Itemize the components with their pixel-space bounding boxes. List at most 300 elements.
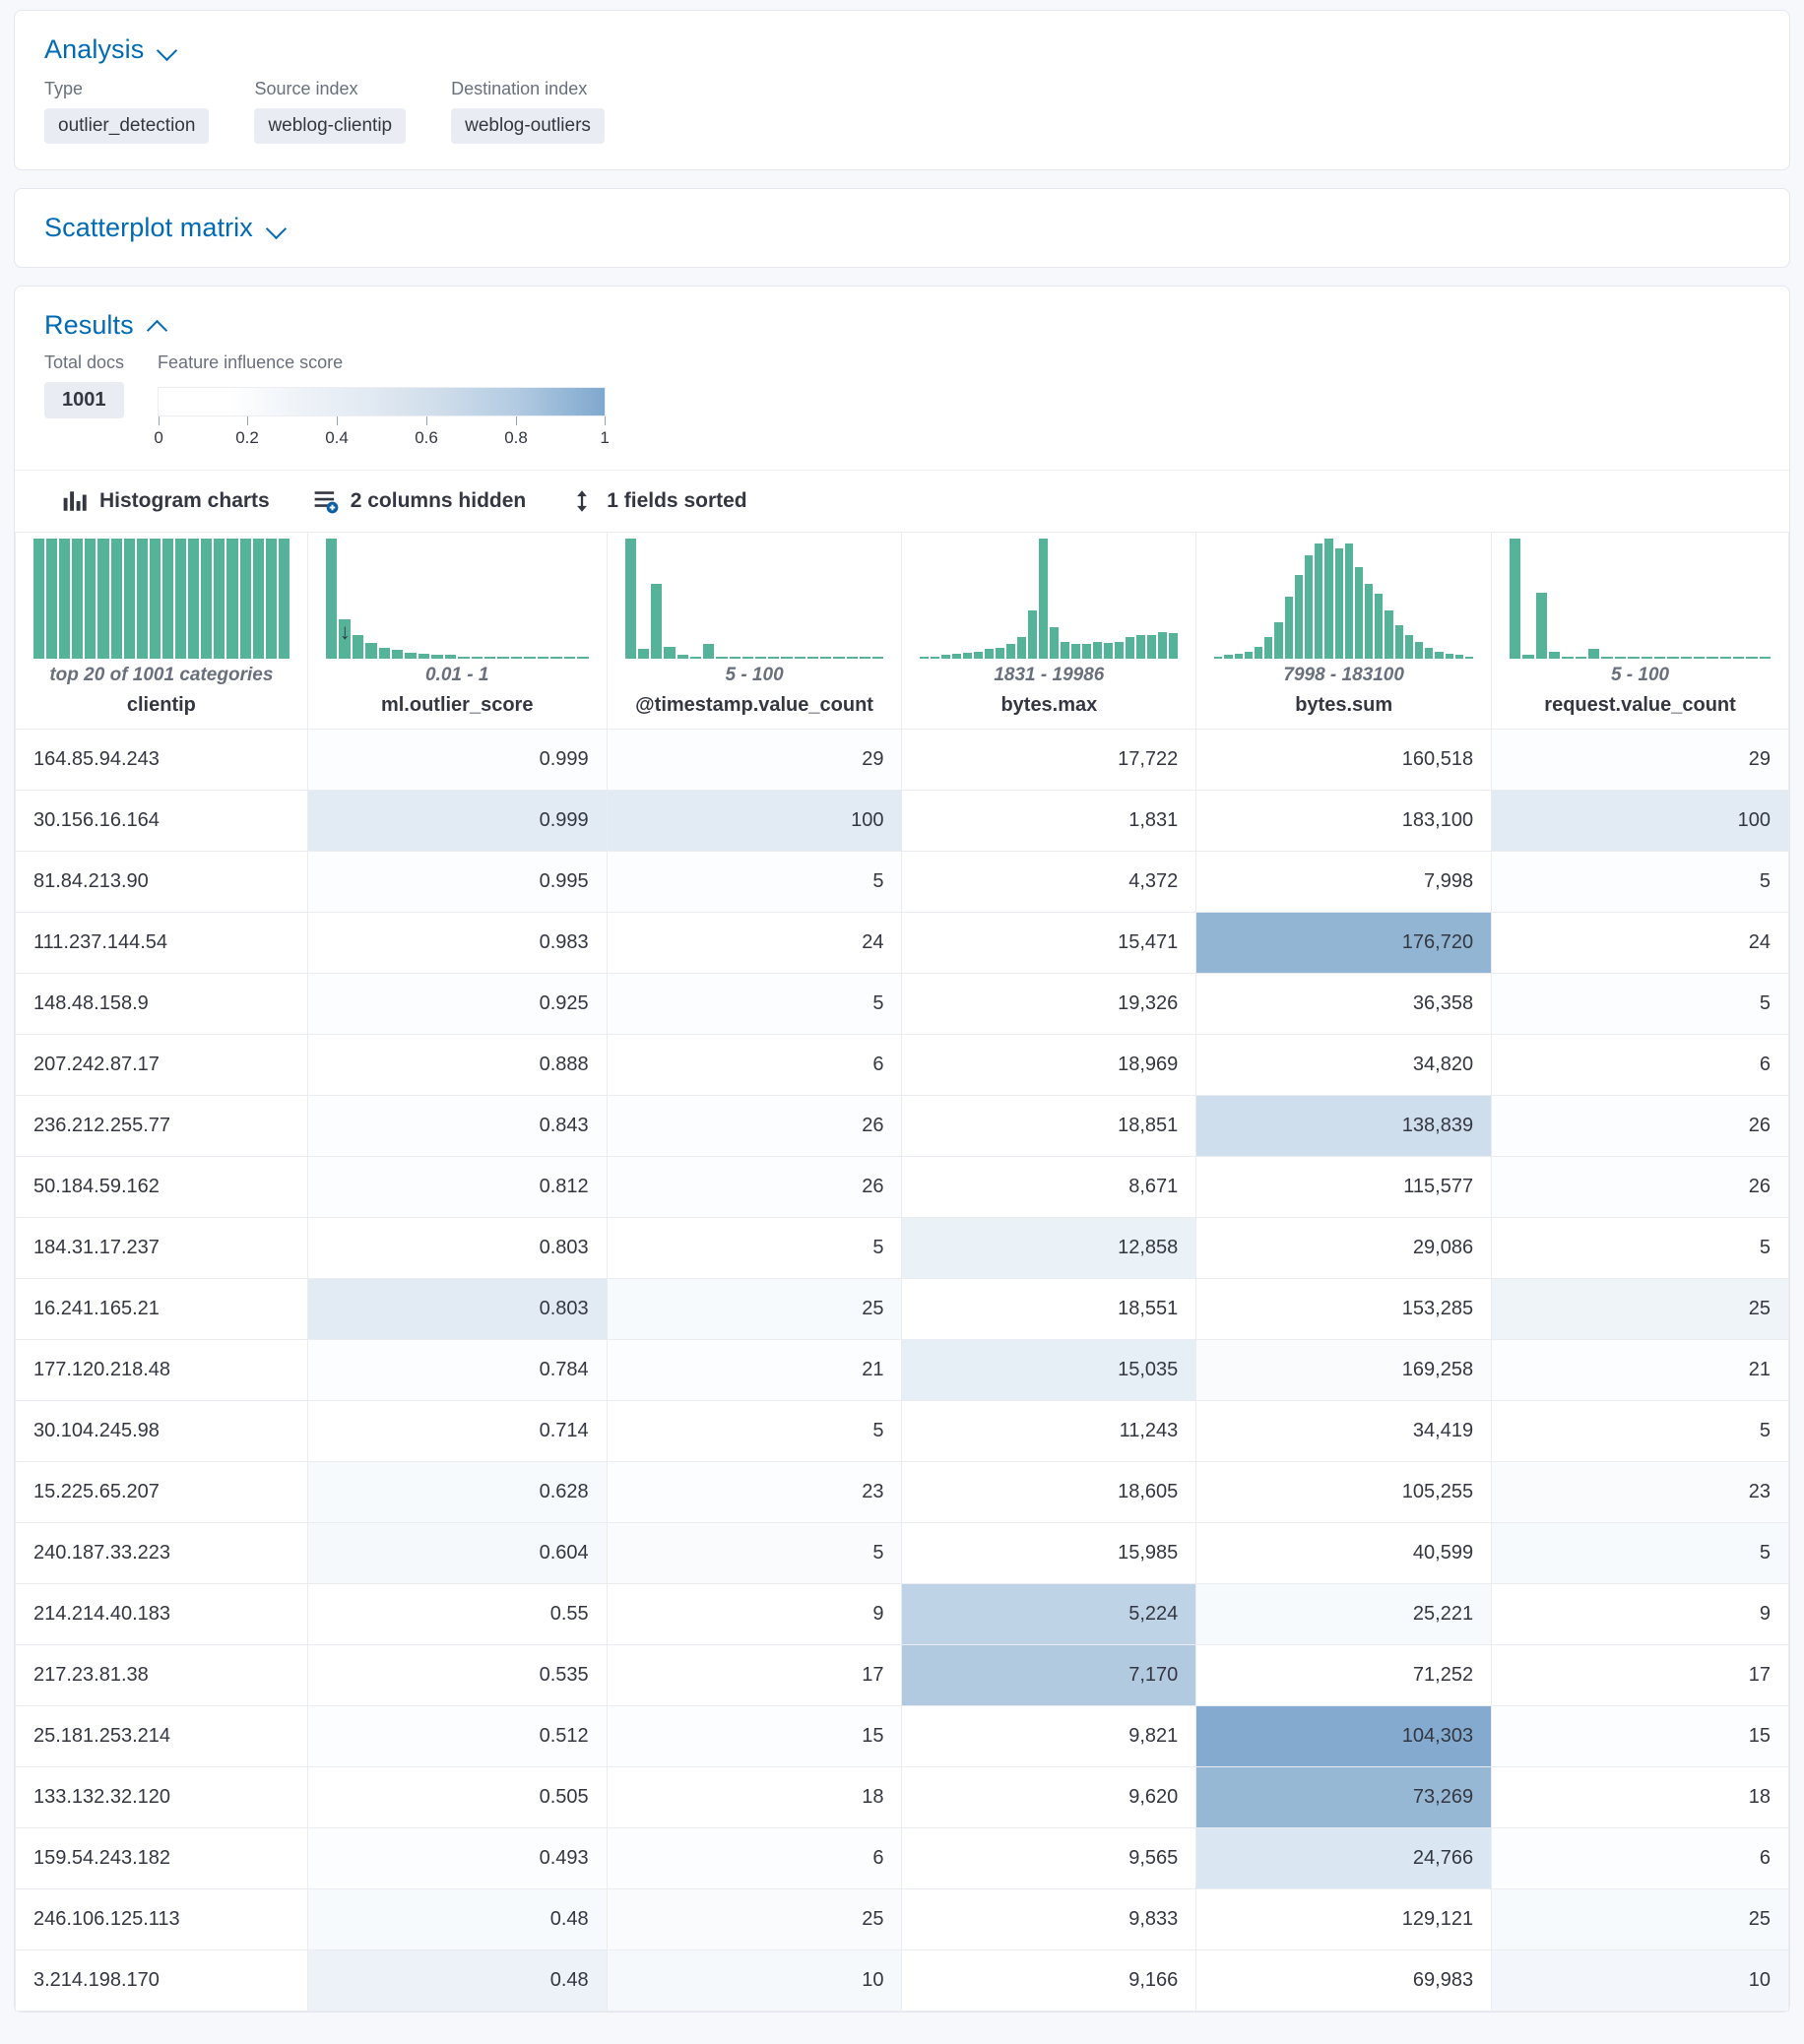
cell-value: 5 (872, 1542, 884, 1564)
cell-value: 0.535 (539, 1664, 589, 1686)
table-row[interactable] (16, 974, 1789, 1035)
histogram-bar (175, 539, 186, 659)
cell-value: 26 (1748, 1115, 1771, 1136)
cell-value: 15,471 (1118, 931, 1179, 953)
table-cell-ts_count (607, 1645, 902, 1706)
histogram-bar (996, 648, 1004, 659)
table-cell-req_count (1492, 1279, 1789, 1340)
table-cell-bytes_sum (1196, 1523, 1492, 1584)
table-cell-ts_count (607, 730, 902, 791)
chevron-up-icon[interactable] (148, 315, 169, 337)
cell-value: 5,224 (1128, 1603, 1179, 1625)
column-header-clientip[interactable] (16, 533, 308, 730)
columns-hidden-button[interactable] (313, 488, 527, 514)
cell-value: 100 (851, 809, 884, 831)
histogram-bar (1385, 610, 1392, 659)
table-cell-bytes_sum (1196, 1035, 1492, 1096)
table-cell-clientip (16, 1584, 308, 1645)
cell-value: 0.995 (539, 870, 589, 892)
histogram-bar (1028, 610, 1037, 659)
table-cell-ts_count (607, 1035, 902, 1096)
table-cell-score (307, 1218, 607, 1279)
table-cell-bytes_sum (1196, 1401, 1492, 1462)
table-cell-bytes_sum (1196, 974, 1492, 1035)
cell-value: 0.812 (539, 1176, 589, 1197)
table-cell-bytes_max (902, 1645, 1196, 1706)
results-table-header-row (16, 533, 1789, 730)
cell-value: 6 (872, 1847, 884, 1869)
column-header-bytes-sum[interactable] (1196, 533, 1492, 730)
histogram-bar (511, 657, 522, 659)
table-cell-clientip (16, 1157, 308, 1218)
sort-descending-icon: ↓ (339, 619, 351, 644)
table-cell-bytes_max (902, 1401, 1196, 1462)
table-row[interactable] (16, 1706, 1789, 1767)
column-header-request-value-count[interactable] (1492, 533, 1789, 730)
cell-value: 0.505 (539, 1786, 589, 1808)
table-cell-clientip (16, 730, 308, 791)
cell-value: 7,170 (1128, 1664, 1179, 1686)
histogram-bar (538, 657, 548, 659)
cell-value: 40,599 (1412, 1542, 1474, 1564)
fields-sorted-button[interactable] (569, 488, 746, 514)
histogram-bar (353, 635, 363, 659)
cell-value: 0.888 (539, 1054, 589, 1075)
histogram-bar (1345, 543, 1353, 659)
table-row[interactable] (16, 1584, 1789, 1645)
cell-value: 25.181.253.214 (33, 1725, 171, 1747)
table-row[interactable] (16, 1645, 1789, 1706)
column-header-outlier-score[interactable] (307, 533, 607, 730)
cell-value: 26 (1748, 1176, 1771, 1197)
cell-value: 17,722 (1118, 748, 1179, 770)
cell-value: 34,419 (1412, 1420, 1474, 1441)
table-cell-bytes_max (902, 1279, 1196, 1340)
results-table (15, 532, 1789, 2012)
histogram-bar (1435, 652, 1443, 659)
cell-value: 164.85.94.243 (33, 748, 160, 770)
cell-value: 207.242.87.17 (33, 1054, 160, 1075)
histogram-bar (33, 539, 44, 659)
feature-influence-legend-label: Feature influence score (158, 352, 344, 372)
table-cell-score (307, 1828, 607, 1889)
table-row[interactable] (16, 730, 1789, 791)
cell-value: 10 (862, 1969, 884, 1991)
table-cell-req_count (1492, 1218, 1789, 1279)
table-cell-score (307, 1096, 607, 1157)
column-name-outlier-score: ml.outlier_score (380, 694, 534, 716)
histogram-bar (1536, 593, 1547, 659)
table-cell-ts_count (607, 1584, 902, 1645)
histogram-bar (524, 657, 535, 659)
table-cell-score (307, 1462, 607, 1523)
table-row[interactable] (16, 1828, 1789, 1889)
table-cell-req_count (1492, 730, 1789, 791)
column-range-clientip: top 20 of 1001 categories (49, 665, 274, 685)
cell-value: 18 (1748, 1786, 1771, 1808)
histogram-bar (847, 657, 858, 659)
cell-value: 30.104.245.98 (33, 1420, 160, 1441)
column-name-request-value-count: request.value_count (1544, 694, 1736, 716)
table-row[interactable] (16, 1950, 1789, 2012)
table-cell-score (307, 1279, 607, 1340)
cell-value: 23 (862, 1481, 884, 1502)
cell-value: 50.184.59.162 (33, 1176, 160, 1197)
table-cell-bytes_max (902, 1096, 1196, 1157)
table-row[interactable] (16, 1035, 1789, 1096)
table-cell-clientip (16, 1645, 308, 1706)
cell-value: 10 (1748, 1969, 1771, 1991)
histogram-bar (1285, 597, 1293, 659)
cell-value: 9,620 (1128, 1786, 1179, 1808)
scatterplot-matrix-header[interactable] (15, 189, 1789, 267)
total-docs-label: Total docs (44, 352, 125, 372)
sort-icon (569, 488, 595, 514)
histogram-bar (1147, 635, 1156, 659)
histogram-bar (638, 649, 649, 659)
histogram-charts-label: Histogram charts (99, 489, 270, 512)
results-title[interactable]: Results (44, 310, 134, 340)
table-cell-clientip (16, 1096, 308, 1157)
cell-value: 217.23.81.38 (33, 1664, 149, 1686)
histogram-bar (1264, 637, 1272, 659)
histogram-bar (1654, 657, 1665, 659)
analysis-field-source-index-label: Source index (254, 79, 358, 98)
table-cell-clientip (16, 1218, 308, 1279)
histogram-bar (920, 657, 929, 659)
table-cell-req_count (1492, 1767, 1789, 1828)
table-cell-ts_count (607, 974, 902, 1035)
table-cell-clientip (16, 1828, 308, 1889)
histogram-bar (1136, 635, 1145, 659)
histogram-bar (472, 657, 483, 659)
table-row[interactable] (16, 852, 1789, 913)
table-cell-ts_count (607, 791, 902, 852)
histogram-bar (1455, 655, 1463, 659)
table-row[interactable] (16, 1889, 1789, 1950)
table-row[interactable] (16, 1218, 1789, 1279)
table-row[interactable] (16, 1401, 1789, 1462)
analysis-panel (14, 10, 1790, 170)
table-cell-ts_count (607, 1401, 902, 1462)
table-cell-score (307, 1401, 607, 1462)
cell-value: 148.48.158.9 (33, 992, 149, 1014)
cell-value: 29 (1748, 748, 1771, 770)
cell-value: 5 (1759, 1237, 1771, 1258)
cell-value: 177.120.218.48 (33, 1359, 171, 1380)
table-cell-ts_count (607, 1523, 902, 1584)
table-cell-req_count (1492, 1584, 1789, 1645)
table-cell-clientip (16, 852, 308, 913)
table-cell-bytes_max (902, 1218, 1196, 1279)
table-cell-bytes_sum (1196, 791, 1492, 852)
cell-value: 11,243 (1119, 1420, 1179, 1441)
cell-value: 34,820 (1412, 1054, 1474, 1075)
table-cell-score (307, 730, 607, 791)
results-table-body (16, 730, 1789, 2012)
table-cell-bytes_sum (1196, 913, 1492, 974)
column-histogram-bytes-max (920, 533, 1178, 659)
cell-value: 0.999 (539, 748, 589, 770)
table-cell-bytes_max (902, 1340, 1196, 1401)
cell-value: 0.55 (549, 1603, 589, 1625)
table-cell-bytes_sum (1196, 1645, 1492, 1706)
cell-value: 26 (862, 1115, 884, 1136)
table-row[interactable] (16, 1279, 1789, 1340)
cell-value: 29 (862, 748, 884, 770)
chevron-down-icon[interactable] (267, 218, 289, 239)
table-cell-clientip (16, 1401, 308, 1462)
histogram-bar (124, 539, 135, 659)
cell-value: 25 (862, 1298, 884, 1319)
histogram-bar (445, 655, 456, 659)
cell-value: 21 (862, 1359, 884, 1380)
histogram-bar (974, 652, 983, 659)
histogram-bar (1365, 584, 1373, 659)
cell-value: 12,858 (1118, 1237, 1179, 1258)
table-cell-bytes_max (902, 1035, 1196, 1096)
table-cell-bytes_sum (1196, 1340, 1492, 1401)
column-name-bytes-sum: bytes.sum (1295, 694, 1393, 716)
table-cell-ts_count (607, 1889, 902, 1950)
table-cell-req_count (1492, 1889, 1789, 1950)
scatterplot-matrix-panel (14, 188, 1790, 268)
histogram-bar (1006, 644, 1015, 659)
histogram-bar (405, 653, 416, 659)
table-cell-score (307, 1767, 607, 1828)
histogram-bar (497, 657, 508, 659)
table-cell-bytes_sum (1196, 1096, 1492, 1157)
histogram-bar (1707, 657, 1717, 659)
histogram-bar (664, 647, 675, 659)
histogram-bar (484, 657, 495, 659)
table-cell-bytes_sum (1196, 1767, 1492, 1828)
legend-tick-4: 0.8 (504, 428, 528, 447)
table-cell-bytes_max (902, 1462, 1196, 1523)
table-cell-bytes_max (902, 1157, 1196, 1218)
cell-value: 5 (1759, 992, 1771, 1014)
analysis-field-type (44, 79, 209, 144)
cell-value: 23 (1748, 1481, 1771, 1502)
histogram-bar (1549, 652, 1560, 659)
cell-value: 25 (862, 1908, 884, 1930)
cell-value: 9,821 (1128, 1725, 1179, 1747)
histogram-bar (820, 657, 831, 659)
cell-value: 138,839 (1401, 1115, 1474, 1136)
scatterplot-matrix-title[interactable]: Scatterplot matrix (44, 213, 253, 242)
column-histogram-outlier-score (326, 533, 589, 659)
table-cell-bytes_sum (1196, 1218, 1492, 1279)
histogram-bar (279, 539, 290, 659)
histogram-bar (755, 657, 766, 659)
histogram-bar (419, 654, 429, 659)
histogram-bar (1305, 555, 1313, 659)
histogram-bar (1425, 648, 1433, 659)
table-row[interactable] (16, 1096, 1789, 1157)
column-range-timestamp-value-count: 5 - 100 (725, 665, 784, 685)
table-row[interactable] (16, 1340, 1789, 1401)
cell-value: 15.225.65.207 (33, 1481, 160, 1502)
column-name-timestamp-value-count: @timestamp.value_count (635, 694, 873, 716)
cell-value: 5 (1759, 1542, 1771, 1564)
histogram-bar (150, 539, 161, 659)
histogram-bar (379, 648, 390, 659)
table-cell-bytes_max (902, 1950, 1196, 2012)
histogram-bar (985, 649, 994, 659)
histogram-bar (1255, 647, 1262, 659)
cell-value: 104,303 (1401, 1725, 1474, 1747)
column-header-timestamp-value-count[interactable] (607, 533, 902, 730)
analysis-field-destination-index (451, 79, 605, 144)
histogram-bar (458, 657, 469, 659)
table-cell-clientip (16, 1706, 308, 1767)
feature-influence-legend-gradient (158, 387, 606, 416)
table-cell-clientip (16, 791, 308, 852)
cell-value: 81.84.213.90 (33, 870, 149, 892)
cell-value: 0.983 (539, 931, 589, 953)
analysis-field-source-index-value: weblog-clientip (254, 108, 406, 144)
analysis-field-destination-index-value: weblog-outliers (451, 108, 605, 144)
histogram-bar (1375, 594, 1383, 659)
histogram-bar (1588, 649, 1599, 659)
table-cell-ts_count (607, 1157, 902, 1218)
histogram-bar (931, 657, 939, 659)
histogram-bar (1274, 622, 1282, 659)
cell-value: 5 (872, 992, 884, 1014)
table-row[interactable] (16, 1523, 1789, 1584)
column-header-bytes-max[interactable] (902, 533, 1196, 730)
histogram-bar (963, 653, 972, 659)
total-docs (44, 352, 124, 418)
table-row[interactable] (16, 913, 1789, 974)
table-cell-clientip (16, 913, 308, 974)
histogram-bar (253, 539, 264, 659)
histogram-bar (1214, 657, 1222, 659)
table-cell-req_count (1492, 1950, 1789, 2012)
table-row[interactable] (16, 791, 1789, 852)
histogram-bar (1681, 657, 1692, 659)
column-name-clientip: clientip (126, 694, 196, 716)
table-cell-req_count (1492, 913, 1789, 974)
cell-value: 0.999 (539, 809, 589, 831)
histogram-bar (240, 539, 251, 659)
feature-influence-legend-ticks (154, 416, 610, 450)
cell-value: 18,969 (1118, 1054, 1179, 1075)
table-cell-req_count (1492, 1035, 1789, 1096)
cell-value: 184.31.17.237 (33, 1237, 160, 1258)
analysis-title[interactable]: Analysis (44, 34, 145, 64)
cell-value: 25 (1748, 1908, 1771, 1930)
table-row[interactable] (16, 1157, 1789, 1218)
table-cell-score (307, 1157, 607, 1218)
cell-value: 0.803 (539, 1298, 589, 1319)
analysis-meta (15, 69, 1789, 169)
table-cell-bytes_sum (1196, 1279, 1492, 1340)
histogram-bar (1315, 543, 1322, 659)
histogram-bar (1415, 642, 1423, 659)
table-cell-bytes_sum (1196, 1706, 1492, 1767)
histogram-bar (1720, 657, 1731, 659)
results-header[interactable] (15, 287, 1789, 345)
histogram-bar (59, 539, 70, 659)
table-cell-req_count (1492, 852, 1789, 913)
cell-value: 71,252 (1412, 1664, 1474, 1686)
cell-value: 24 (1748, 931, 1771, 953)
histogram-bar (1628, 657, 1639, 659)
histogram-bar (1667, 657, 1678, 659)
histogram-charts-button[interactable] (62, 488, 270, 514)
legend-tick-3: 0.6 (415, 428, 438, 447)
cell-value: 18,605 (1118, 1481, 1179, 1502)
histogram-bar (1093, 642, 1102, 659)
table-cell-clientip (16, 1340, 308, 1401)
table-cell-bytes_max (902, 852, 1196, 913)
legend-tick-0: 0 (154, 428, 163, 447)
cell-value: 240.187.33.223 (33, 1542, 171, 1564)
fields-sorted-label: 1 fields sorted (607, 489, 747, 512)
histogram-bar (1158, 632, 1167, 659)
histogram-bar (1465, 657, 1473, 659)
results-panel (14, 286, 1790, 2012)
cell-value: 15 (1748, 1725, 1771, 1747)
analysis-field-type-value: outlier_detection (44, 108, 209, 144)
histogram-bar (703, 644, 714, 659)
table-row[interactable] (16, 1462, 1789, 1523)
table-cell-req_count (1492, 1645, 1789, 1706)
table-cell-req_count (1492, 1096, 1789, 1157)
table-cell-bytes_max (902, 1828, 1196, 1889)
histogram-bar (1642, 657, 1652, 659)
histogram-bar (85, 539, 96, 659)
histogram-bar (431, 655, 442, 659)
cell-value: 6 (872, 1054, 884, 1075)
table-cell-ts_count (607, 1218, 902, 1279)
table-cell-req_count (1492, 1828, 1789, 1889)
cell-value: 24 (862, 931, 884, 953)
table-cell-bytes_sum (1196, 1950, 1492, 2012)
table-cell-score (307, 1889, 607, 1950)
table-cell-req_count (1492, 974, 1789, 1035)
cell-value: 29,086 (1412, 1237, 1474, 1258)
legend-tick-5: 1 (600, 428, 610, 447)
analysis-field-destination-index-label: Destination index (451, 79, 588, 98)
histogram-bar (1615, 657, 1626, 659)
column-range-bytes-sum: 7998 - 183100 (1283, 665, 1404, 685)
histogram-bar (742, 657, 753, 659)
chevron-down-icon[interactable] (158, 39, 179, 61)
histogram-bar (266, 539, 277, 659)
analysis-panel-header[interactable] (15, 11, 1789, 69)
table-row[interactable] (16, 1767, 1789, 1828)
table-cell-clientip (16, 1767, 308, 1828)
table-cell-score (307, 1340, 607, 1401)
table-cell-score (307, 1584, 607, 1645)
table-cell-bytes_sum (1196, 730, 1492, 791)
cell-value: 0.925 (539, 992, 589, 1014)
histogram-bar (97, 539, 108, 659)
results-summary (15, 345, 1789, 470)
histogram-bar (1576, 657, 1586, 659)
histogram-bar (1746, 657, 1757, 659)
table-cell-bytes_sum (1196, 1889, 1492, 1950)
table-cell-clientip (16, 1889, 308, 1950)
histogram-bar (72, 539, 83, 659)
table-cell-ts_count (607, 1096, 902, 1157)
histogram-bar (1245, 652, 1253, 659)
table-cell-score (307, 852, 607, 913)
table-cell-req_count (1492, 791, 1789, 852)
cell-value: 4,372 (1128, 870, 1179, 892)
